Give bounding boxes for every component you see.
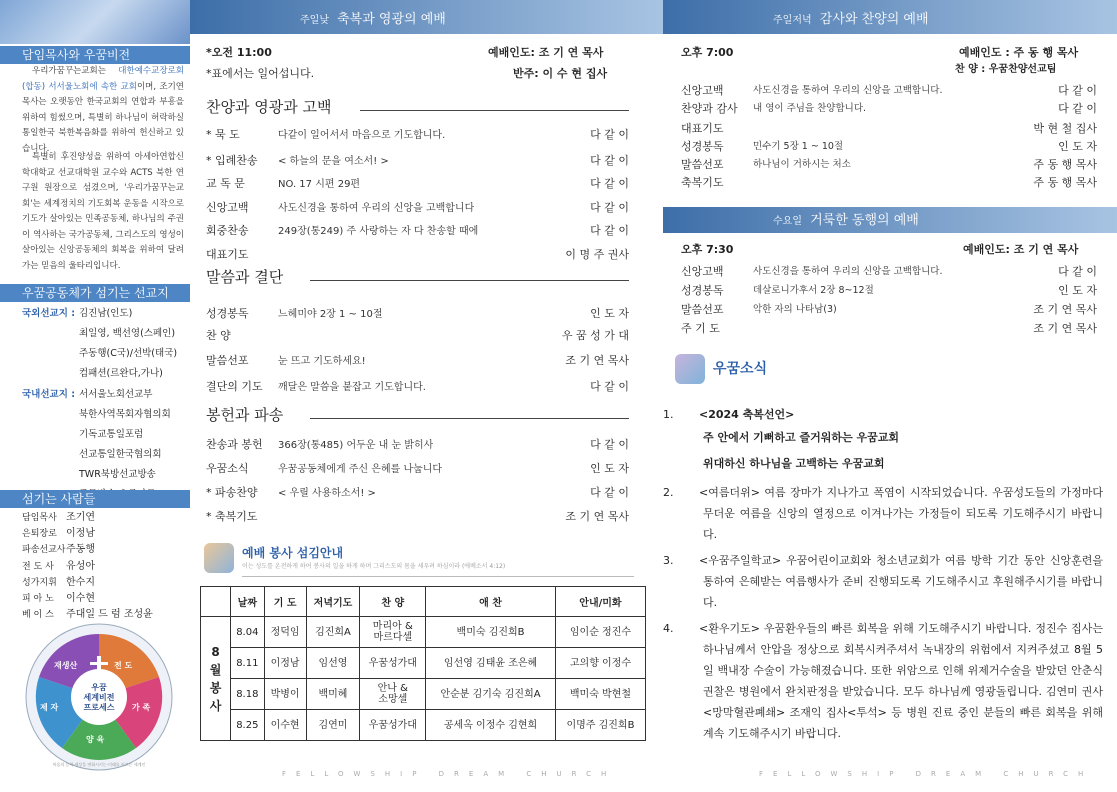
server-name: 이정남 xyxy=(66,528,95,540)
server-role: 은퇴장로 xyxy=(22,529,57,540)
order-person: 인 도 자 xyxy=(590,307,629,320)
news-subline: 위대하신 하나님을 고백하는 우꿈교회 xyxy=(703,457,885,470)
order-content: 366장(통485) 어두운 내 눈 밝히사 xyxy=(278,440,434,451)
order-content: 깨달은 말씀을 붙잡고 기도합니다. xyxy=(278,382,426,393)
table-cell: 안순분 김기숙 김진희A xyxy=(426,679,556,710)
order-content: 사도신경을 통하여 우리의 신앙을 고백합니다. xyxy=(753,266,943,277)
evening-service-bar xyxy=(663,0,1117,34)
order-label: 신앙고백 xyxy=(681,265,724,278)
table-cell: 공세옥 이정수 김현희 xyxy=(426,710,556,741)
server-name: 조기연 xyxy=(66,512,95,523)
table-header-cell: 안내/미화 xyxy=(555,587,645,617)
wednesday-service-day: 수요일 xyxy=(773,216,802,227)
server-role: 전 도 사 xyxy=(22,561,54,572)
table-cell: 임이순 정진수 xyxy=(555,617,645,648)
news-item-text xyxy=(663,404,1103,425)
month-label: 8 월 봉 사 xyxy=(201,617,231,741)
service-guide-title: 예배 봉사 섬김안내 xyxy=(242,546,344,560)
news-number: 1. xyxy=(663,408,674,421)
order-content: 민수기 5장 1 ~ 10절 xyxy=(753,141,844,152)
wheel-ring-text: 복음의 능력·세상을 변화시키는·미래를 이끄는 세계인 xyxy=(52,762,146,767)
order-label: 회중찬송 xyxy=(206,224,249,237)
section-heading-text: 찬양과 영광과 고백 xyxy=(206,98,332,116)
order-person: 인 도 자 xyxy=(1058,140,1097,153)
news-title: 우꿈소식 xyxy=(713,361,768,377)
table-cell: 임선영 xyxy=(306,648,360,679)
news-item-text xyxy=(663,618,1103,744)
order-person: 조 기 연 목사 xyxy=(565,510,629,523)
table-header-cell: 날짜 xyxy=(231,587,265,617)
order-content: < 하늘의 문을 여소서! > xyxy=(278,156,389,167)
order-content: 하나님이 거하시는 처소 xyxy=(753,159,851,170)
order-content: 악한 자의 나타남(3) xyxy=(753,304,837,315)
order-person: 다 같 이 xyxy=(590,438,629,451)
mission-section-title: 우꿈공동체가 섬기는 선교지 xyxy=(0,284,190,302)
server-name: 주동행 xyxy=(66,544,95,556)
table-cell: 마리아 & 마르다셀 xyxy=(360,617,426,648)
wednesday-leader: 예배인도: 조 기 연 목사 xyxy=(963,243,1079,256)
foreign-mission-item: 주동행(C국)/선박(태국) xyxy=(79,348,178,359)
foreign-mission-item: 컴패션(르완다,가나) xyxy=(79,368,163,379)
order-label: * 묵 도 xyxy=(206,128,240,141)
divider xyxy=(242,576,634,577)
table-header-cell: 찬 양 xyxy=(360,587,426,617)
domestic-mission-item: TWR북방선교방송 xyxy=(79,469,156,480)
news-item xyxy=(663,550,1103,613)
order-label: 찬송과 봉헌 xyxy=(206,438,263,451)
table-cell: 고의향 이정수 xyxy=(555,648,645,679)
table-cell: 우꿈성가대 xyxy=(360,648,426,679)
order-label: * 축복기도 xyxy=(206,510,258,523)
order-person: 다 같 이 xyxy=(590,128,629,141)
wheel-segment-label: 양 육 xyxy=(86,735,105,744)
servers-list xyxy=(22,510,153,623)
left-panel xyxy=(0,0,190,792)
table-cell: 우꿈성가대 xyxy=(360,710,426,741)
table-row xyxy=(201,617,646,648)
order-label: 신앙고백 xyxy=(206,201,249,214)
order-person: 우 꿈 성 가 대 xyxy=(561,329,629,342)
order-person: 인 도 자 xyxy=(590,462,629,475)
order-label: 우꿈소식 xyxy=(206,462,249,475)
order-label: 신앙고백 xyxy=(681,84,724,97)
wheel-segment-label: 제 자 xyxy=(40,703,59,712)
order-content: NO. 17 시편 29편 xyxy=(278,179,361,190)
order-content: 사도신경을 통하여 우리의 신앙을 고백합니다 xyxy=(278,203,475,214)
order-person: 다 같 이 xyxy=(590,154,629,167)
vision-wheel xyxy=(24,622,174,772)
foreign-mission-item: 최일영, 백선영(스페인) xyxy=(79,328,176,339)
server-row xyxy=(22,559,153,575)
order-person: 다 같 이 xyxy=(590,380,629,393)
news-item-text xyxy=(663,550,1103,613)
order-person: 다 같 이 xyxy=(1058,102,1097,115)
section-heading-text: 말씀과 결단 xyxy=(206,268,284,286)
wheel-center-label: 우꿈 세계비전 프로세스 xyxy=(83,683,115,712)
evening-choir: 찬 양 : 우꿈찬양선교팀 xyxy=(955,64,1057,75)
service-leader: 예배인도: 조 기 연 목사 xyxy=(488,46,604,59)
server-name: 한수지 xyxy=(66,576,95,588)
servers-section-title: 섬기는 사람들 xyxy=(0,490,190,508)
order-label: * 파송찬양 xyxy=(206,486,258,499)
pastor-section-title: 담임목사와 우꿈비전 xyxy=(0,46,190,64)
section-rule xyxy=(310,418,629,419)
order-content: 눈 뜨고 기도하세요! xyxy=(278,356,366,367)
table-row xyxy=(201,710,646,741)
wheel-segment-label: 가 족 xyxy=(132,703,151,712)
table-cell: 임선영 김태윤 조은혜 xyxy=(426,648,556,679)
wednesday-time: 오후 7:30 xyxy=(681,243,734,256)
news-icon xyxy=(675,354,705,384)
section-heading xyxy=(206,96,331,117)
order-person: 다 같 이 xyxy=(590,224,629,237)
table-cell: 김연미 xyxy=(306,710,360,741)
table-cell: 정덕임 xyxy=(264,617,306,648)
order-label: 성경봉독 xyxy=(681,284,724,297)
server-role: 파송선교사 xyxy=(22,545,66,556)
order-content: 사도신경을 통하여 우리의 신앙을 고백합니다. xyxy=(753,85,943,96)
order-label: 성경봉독 xyxy=(681,140,724,153)
news-item xyxy=(663,404,1103,477)
order-person: 주 동 행 목사 xyxy=(1033,158,1097,171)
wheel-segment-label: 재생산 xyxy=(54,661,78,670)
section-heading xyxy=(206,404,283,425)
news-number: 2. xyxy=(663,486,674,499)
news-item xyxy=(663,482,1103,545)
table-cell: 백미숙 김진희B xyxy=(426,617,556,648)
server-name: 주대일 드 럼 조성윤 xyxy=(66,609,153,621)
order-content: 우꿈공동체에게 주신 은혜를 나눕니다 xyxy=(278,464,443,475)
order-label: 축복기도 xyxy=(681,176,724,189)
order-content: 249장(통249) 주 사랑하는 자 다 찬송할 때에 xyxy=(278,226,479,237)
order-person: 조 기 연 목사 xyxy=(1033,322,1097,335)
domestic-mission-item: 서서울노회선교부 xyxy=(79,389,153,400)
news-number: 4. xyxy=(663,622,674,635)
order-person: 다 같 이 xyxy=(1058,265,1097,278)
evening-time: 오후 7:00 xyxy=(681,46,734,59)
foreign-missions: 국외선교지 : 김진남(인도) 최일영, 백선영(스페인) 주동행(C국)/선박(태국) 컴패션(르완다,가나) xyxy=(22,304,75,324)
news-text: <여름더위> 여름 장마가 지나가고 폭염이 시작되었습니다. 우꿈성도들의 가정마다 무더운 여름을 신앙의 열정으로 이겨나가는 가정들이 되도록 기도해주시기 바랍니다. xyxy=(699,486,1103,541)
server-name: 유성아 xyxy=(66,560,95,572)
stand-note: *표에서는 일어섭니다. xyxy=(206,67,315,80)
table-header-row xyxy=(201,587,646,617)
order-label: 찬양과 감사 xyxy=(681,102,738,115)
server-row xyxy=(22,510,153,526)
order-label: 말씀선포 xyxy=(681,303,724,316)
table-cell: 이명주 김진희B xyxy=(555,710,645,741)
service-schedule-table xyxy=(200,586,646,741)
morning-service-title: 축복과 영광의 예배 xyxy=(337,12,446,27)
section-heading xyxy=(206,266,283,287)
server-role: 베 이 스 xyxy=(22,610,54,621)
wednesday-service-bar xyxy=(663,207,1117,233)
morning-service-day: 주일낮 xyxy=(300,15,329,26)
news-item-text xyxy=(663,482,1103,545)
order-person: 조 기 연 목사 xyxy=(565,354,629,367)
pastor-text: 우리가꿈꾸는교회는 대한예수교장로회(합동) 서서울노회에 속한 교회이며, 조기연 목사는 오랫동안 한국교회의 연합과 부흥을 위하여 힘썼으며, 특별히 하나님이 허락하실 통일한국 북한복음화를 위하여 헌신하고 있습니다. xyxy=(22,66,184,154)
order-label: 교 독 문 xyxy=(206,177,245,190)
news-text: <2024 축복선언> xyxy=(699,408,795,421)
order-label: 성경봉독 xyxy=(206,307,249,320)
morning-service-panel xyxy=(190,0,663,792)
domestic-mission-item: 북한사역목회자협의회 xyxy=(79,409,171,420)
evening-leader: 예배인도 : 주 동 행 목사 xyxy=(959,46,1079,59)
section-rule xyxy=(310,280,629,281)
server-row xyxy=(22,575,153,591)
server-row xyxy=(22,542,153,558)
table-cell: 8.18 xyxy=(231,679,265,710)
accompanist: 반주: 이 수 현 집사 xyxy=(513,67,608,80)
order-content: 다같이 일어서서 마음으로 기도합니다. xyxy=(278,130,446,141)
order-person: 다 같 이 xyxy=(1058,84,1097,97)
table-cell: 이수현 xyxy=(264,710,306,741)
order-label: 말씀선포 xyxy=(206,354,249,367)
table-row xyxy=(201,679,646,710)
service-time: *오전 11:00 xyxy=(206,46,272,59)
server-role: 피 아 노 xyxy=(22,594,54,605)
service-guide-subtitle: 이는 성도를 온전하게 하여 봉사의 일을 하게 하며 그리스도의 몸을 세우려 하심이라 (에베소서 4:12) xyxy=(242,563,506,570)
table-cell: 백미숙 박현철 xyxy=(555,679,645,710)
table-cell: 이정남 xyxy=(264,648,306,679)
server-row xyxy=(22,526,153,542)
table-cell: 8.11 xyxy=(231,648,265,679)
order-person: 박 현 철 집사 xyxy=(1033,122,1097,135)
server-role: 담임목사 xyxy=(22,513,57,523)
domestic-mission-item: 선교통일한국협의회 xyxy=(79,449,162,460)
table-cell: 박병이 xyxy=(264,679,306,710)
footer: FELLOWSHIP DREAM CHURCH xyxy=(759,770,1094,778)
table-cell: 백미혜 xyxy=(306,679,360,710)
news-number: 3. xyxy=(663,554,674,567)
news-text: <우꿈주일학교> 우꿈어린이교회와 청소년교회가 여름 방학 기간 동안 신앙훈련을 통하여 은혜받는 여름행사가 준비 진행되도록 기도해주시고 후원해주시기를 바랍니다. xyxy=(699,554,1103,609)
table-header-cell: 기 도 xyxy=(264,587,306,617)
server-row xyxy=(22,591,153,607)
table-header-cell: 애 찬 xyxy=(426,587,556,617)
news-text: <환우기도> 우꿈환우들의 빠른 회복을 위해 기도해주시기 바랍니다. 정진수 집사는 하나님께서 안압을 정상으로 회복시켜주셔서 녹내장의 위험에서 지켜주셨고 8월 5일 백내장 수술이 가능해졌습니다. 또한 위암으로 인해 위제거수술을 받았던 안춘식 권찰은 병원에서 완치판정을 받았습니다. 모두 하나님께 영광돌립니다. 김연미 권사<망막혈관폐쇄> 조재익 집사<투석> 등 병원 진료 중인 분들의 빠른 회복을 위해 계속 기도해주시기 바랍니다. xyxy=(699,622,1103,740)
table-header-cell: 저녁기도 xyxy=(306,587,360,617)
domestic-mission-item: 기독교통일포럼 xyxy=(79,429,144,440)
header-image xyxy=(0,0,190,44)
server-role: 성가지휘 xyxy=(22,577,57,588)
domestic-missions: 국내선교지 : 서서울노회선교부 북한사역목회자협의회 기독교통일포럼 선교통일한국협의회 TWR북방선교방송 xyxy=(22,385,75,405)
table-header-cell xyxy=(201,587,231,617)
order-person: 다 같 이 xyxy=(590,177,629,190)
section-heading-text: 봉헌과 파송 xyxy=(206,406,284,424)
evening-service-day: 주일저녁 xyxy=(773,15,812,26)
order-label: 말씀선포 xyxy=(681,158,724,171)
order-content: 내 영이 주님을 찬양합니다. xyxy=(753,103,867,114)
order-label: 대표기도 xyxy=(206,248,249,261)
foreign-mission-item: 김진남(인도) xyxy=(79,308,133,319)
order-label: * 입례찬송 xyxy=(206,154,258,167)
order-content: 느헤미야 2장 1 ~ 10절 xyxy=(278,309,383,320)
order-person: 조 기 연 목사 xyxy=(1033,303,1097,316)
table-row xyxy=(201,648,646,679)
order-content: < 우릴 사용하소서! > xyxy=(278,488,376,499)
order-person: 다 같 이 xyxy=(590,486,629,499)
morning-service-bar xyxy=(190,0,663,34)
evening-service-title: 감사와 찬양의 예배 xyxy=(819,12,929,27)
order-person: 인 도 자 xyxy=(1058,284,1097,297)
order-label: 대표기도 xyxy=(681,122,724,135)
news-subline: 주 안에서 기뻐하고 즐거워하는 우꿈교회 xyxy=(703,431,899,444)
order-person: 다 같 이 xyxy=(590,201,629,214)
footer: FELLOWSHIP DREAM CHURCH xyxy=(282,770,617,778)
server-row xyxy=(22,607,153,623)
table-cell: 8.25 xyxy=(231,710,265,741)
wednesday-service-title: 거룩한 동행의 예배 xyxy=(810,213,919,228)
order-label: 찬 양 xyxy=(206,329,231,342)
section-rule xyxy=(360,110,629,111)
service-icon xyxy=(204,543,234,573)
order-person: 이 명 주 권사 xyxy=(565,248,629,261)
order-content: 데살로니가후서 2장 8~12절 xyxy=(753,285,874,296)
news-item xyxy=(663,618,1103,744)
table-cell: 김진희A xyxy=(306,617,360,648)
table-cell: 8.04 xyxy=(231,617,265,648)
pastor-text-2: 특별히 후진양성을 위하여 아세아연합신학대학교 선교대학원 교수와 ACTS 북한 연구원 원장으로 섬겼으며, '우리가꿈꾸는교회'는 세계정치의 기도회복 운동을 시작으로 기도가 살아있는 민족공동체, 하나님의 주권이 역사하는 국가공동체, 그리스도의 영성이 살아있는 신앙공동체의 회복을 위하여 달려가는 믿음의 울타리입니다. xyxy=(22,152,184,271)
order-person: 주 동 행 목사 xyxy=(1033,176,1097,189)
order-label: 주 기 도 xyxy=(681,322,720,335)
news-list xyxy=(663,404,1103,749)
table-cell: 안나 & 소망셀 xyxy=(360,679,426,710)
order-label: 결단의 기도 xyxy=(206,380,263,393)
evening-service-panel xyxy=(663,0,1117,792)
wheel-segment-label: 전 도 xyxy=(114,661,133,670)
server-name: 이수현 xyxy=(66,593,95,605)
